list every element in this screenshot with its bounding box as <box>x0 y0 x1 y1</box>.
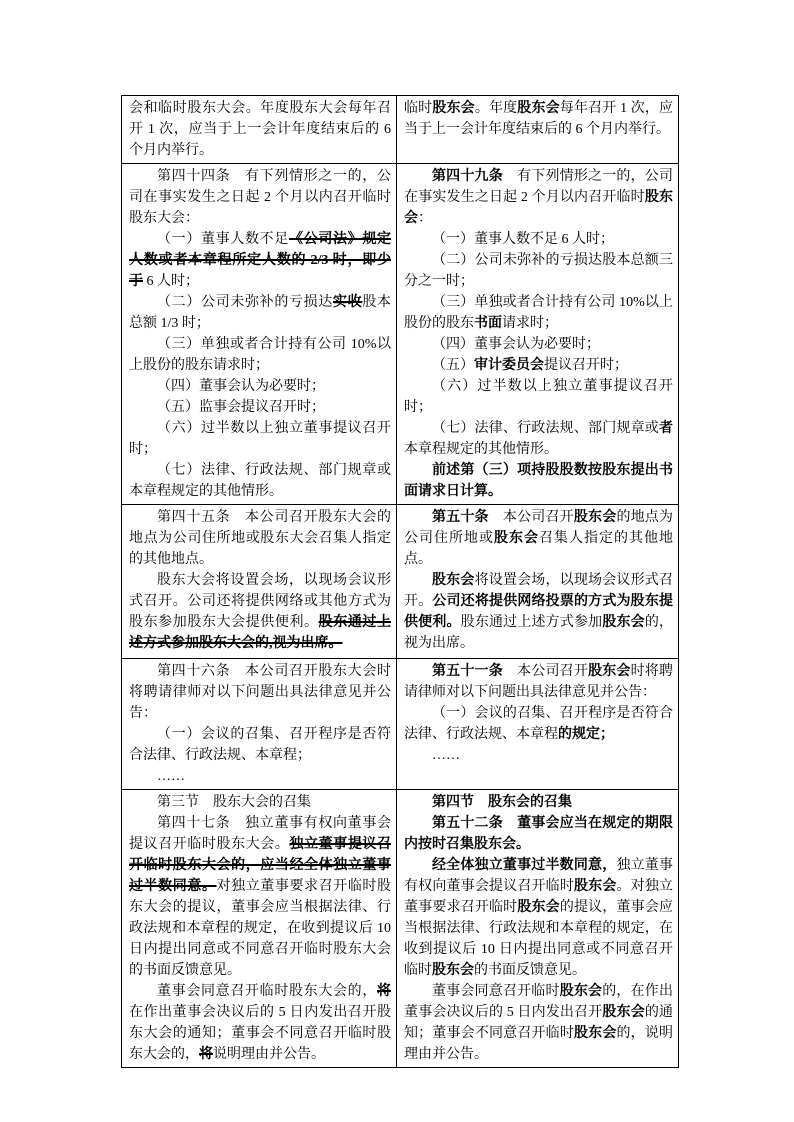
old-version-cell <box>122 164 397 505</box>
table-row <box>122 659 679 790</box>
table-row <box>122 790 679 1068</box>
paragraph <box>129 766 391 787</box>
paragraph <box>129 418 391 460</box>
paragraph <box>129 166 391 229</box>
text-run: 提议召开时； <box>544 358 628 373</box>
comparison-table-body <box>122 96 679 1068</box>
text-run: 会和临时股东大会。年度股东大会每年召开 1 次，应当于上一会计年度结束后的 6 个月内举行。 <box>129 101 391 158</box>
added-text-run: 者 <box>659 421 673 436</box>
added-text-run: 股东会 <box>574 879 617 894</box>
text-run: 的提议，董事会应当根据法律、行政法规和本章程的规定，在收到提议后 10 日内提出同意或不同意召开临时 <box>404 900 674 978</box>
paragraph <box>404 813 673 855</box>
paragraph <box>129 981 391 1065</box>
added-text-run: 前述第（三）项持股股数按股东提出书面请求日计算。 <box>404 463 673 499</box>
text-run: 股本总额 1/3 时； <box>129 295 392 331</box>
table-row <box>122 164 679 505</box>
text-run: 第四十六条 本公司召开股东大会时将聘请律师对以下问题出具法律意见并公告： <box>129 664 391 721</box>
text-run: （二）公司未弥补的亏损达 <box>157 295 333 310</box>
paragraph <box>404 855 673 981</box>
text-run: （六）过半数以上独立董事提议召开时； <box>404 379 673 415</box>
text-run: 的，在作出董事会决议后的 5 日内发出召开 <box>404 984 673 1020</box>
paragraph <box>129 813 391 981</box>
text-run: （六）过半数以上独立董事提议召开时； <box>129 421 391 457</box>
text-run: 在作出董事会决议后的 5 日内发出召开股东大会的通知；董事会不同意召开临时股东大会的， <box>129 1005 391 1062</box>
paragraph <box>129 229 391 292</box>
text-run: 6 人时； <box>143 274 199 289</box>
text-run: 第四十四条 有下列情形之一的，公司在事实发生之日起 2 个月以内召开临时股东大会： <box>129 169 391 226</box>
deleted-text-run: 将 <box>377 984 391 999</box>
added-text-run: 的规定； <box>558 727 614 742</box>
paragraph <box>129 98 391 161</box>
added-text-run: 第五十一条 <box>432 664 503 679</box>
paragraph <box>404 229 673 250</box>
text-run: 将设置会场，以现场会议形式召开。 <box>404 573 673 609</box>
text-run: 召集人指定的其他地点。 <box>404 531 673 567</box>
paragraph <box>404 376 673 418</box>
text-run: 请求时； <box>502 316 558 331</box>
added-text-run: 股东会 <box>602 1005 645 1020</box>
paragraph <box>129 460 391 502</box>
text-run: （七）法律、行政法规、部门规章或本章程规定的其他情形。 <box>129 463 391 499</box>
text-run: 的，说明理由并公告。 <box>404 1026 673 1062</box>
paragraph <box>404 745 673 766</box>
old-version-cell <box>122 659 397 790</box>
paragraph <box>404 981 673 1065</box>
text-run: 第四十七条 独立董事有权向董事会提议召开临时股东大会。 <box>129 816 391 852</box>
text-run: 董事会同意召开临时 <box>432 984 560 999</box>
added-text-run: 股东会 <box>573 510 617 525</box>
added-text-run: 股东会 <box>432 101 475 116</box>
text-run: （五） <box>432 358 474 373</box>
added-text-run: 第五十二条 董事会应当在规定的期限内按时召集股东会。 <box>404 816 673 852</box>
text-run: （一）会议的召集、召开程序是否符合法律、行政法规、本章程 <box>404 706 673 742</box>
text-run: 的书面反馈意见。 <box>474 963 586 978</box>
new-version-cell <box>397 790 679 1068</box>
deleted-text-run: 将 <box>199 1047 213 1062</box>
text-run: （四）董事会认为必要时； <box>432 337 600 352</box>
paragraph <box>404 570 673 654</box>
text-run: （一）会议的召集、召开程序是否符合法律、行政法规、本章程； <box>129 727 391 763</box>
paragraph <box>404 166 673 229</box>
paragraph <box>404 292 673 334</box>
added-text-run: 股东会 <box>602 615 645 630</box>
text-run: ： <box>418 211 432 226</box>
paragraph <box>404 460 673 502</box>
text-run: 董事会同意召开临时股东大会的， <box>157 984 377 999</box>
text-run: …… <box>432 748 460 763</box>
text-run: 对独立董事要求召开临时股东大会的提议，董事会应当根据法律、行政法规和本章程的规定，在收到提议后 10 日内提出同意或不同意召开临时股东大会的书面反馈意见。 <box>129 879 392 978</box>
text-run: 股东通过上述方式参加 <box>460 615 603 630</box>
added-text-run: 第五十条 <box>432 510 489 525</box>
paragraph <box>404 507 673 570</box>
added-text-run: 第四节 股东会的召集 <box>432 795 572 810</box>
text-run: 。对独立董事要求召开临时 <box>404 879 673 915</box>
deleted-text-run: 股东通过上述方式参加股东大会的,视为出席。 <box>129 615 392 651</box>
text-run: 临时 <box>404 101 433 116</box>
added-text-run: 股东会 <box>559 984 603 999</box>
paragraph <box>129 507 391 570</box>
paragraph <box>129 792 391 813</box>
paragraph <box>129 570 391 654</box>
new-version-cell <box>397 505 679 659</box>
text-run: 有下列情形之一的，公司在事实发生之日起 2 个月以内召开临时 <box>404 169 673 205</box>
text-run: （一）董事人数不足 6 人时； <box>432 232 614 247</box>
old-version-cell <box>122 505 397 659</box>
text-run: 每年召开 1 次，应当于上一会计年度结束后的 6 个月内举行。 <box>404 101 674 137</box>
paragraph <box>404 355 673 376</box>
text-run: 本公司召开 <box>502 664 589 679</box>
text-run: 的地点为公司住所地或 <box>404 510 673 546</box>
text-run: （三）单独或者合计持有公司 10%以上股份的股东 <box>404 295 673 331</box>
table-row <box>122 96 679 164</box>
text-run: （四）董事会认为必要时； <box>157 379 325 394</box>
text-run: 。年度 <box>474 101 518 116</box>
added-text-run: 第四十九条 <box>432 169 503 184</box>
old-version-cell <box>122 790 397 1068</box>
paragraph <box>129 334 391 376</box>
clause-comparison-table <box>121 95 679 1068</box>
text-run: 本公司召开 <box>488 510 574 525</box>
text-run: 第三节 股东大会的召集 <box>157 795 311 810</box>
paragraph <box>404 334 673 355</box>
text-run: 本章程规定的其他情形。 <box>404 442 558 457</box>
added-text-run: 公司还将提供网络投票的方式为股东提供便利。 <box>404 594 674 630</box>
deleted-text-run: 独立董事提议召开临时股东大会的，应当经全体独立董事过半数同意。 <box>129 837 392 894</box>
paragraph <box>404 792 673 813</box>
added-text-run: 股东会 <box>588 664 631 679</box>
new-version-cell <box>397 164 679 505</box>
paragraph <box>129 724 391 766</box>
text-run: （五）监事会提议召开时； <box>157 400 325 415</box>
text-run: （二）公司未弥补的亏损达股本总额三分之一时； <box>404 253 673 289</box>
added-text-run: 股东会 <box>432 573 475 588</box>
paragraph <box>129 292 391 334</box>
text-run: 股东大会将设置会场，以现场会议形式召开。公司还将提供网络或其他方式为股东参加股东大会提供便利。 <box>129 573 391 630</box>
paragraph <box>404 98 673 140</box>
added-text-run: 书面 <box>474 316 502 331</box>
added-text-run: 股东会 <box>517 900 560 915</box>
text-run: 第四十五条 本公司召开股东大会的地点为公司住所地或股东大会召集人指定的其他地点。 <box>129 510 391 567</box>
text-run: （三）单独或者合计持有公司 10%以上股份的股东请求时； <box>129 337 391 373</box>
added-text-run: 股东会 <box>432 963 474 978</box>
text-run: 说明理由并公告。 <box>213 1047 325 1062</box>
added-text-run: 股东会 <box>494 531 539 546</box>
paragraph <box>404 250 673 292</box>
added-text-run: 股东会 <box>404 190 674 226</box>
paragraph <box>129 661 391 724</box>
old-version-cell <box>122 96 397 164</box>
text-run: （一）董事人数不足 <box>157 232 289 247</box>
text-run: 的通知；董事会不同意召开临时 <box>404 1005 674 1041</box>
new-version-cell <box>397 96 679 164</box>
text-run: （七）法律、行政法规、部门规章或 <box>432 421 659 436</box>
text-run: …… <box>157 769 185 784</box>
new-version-cell <box>397 659 679 790</box>
added-text-run: 经全体独立董事过半数同意， <box>432 858 617 873</box>
deleted-text-run: 《公司法》规定人数或者本章程所定人数的 2/3 时，即少于 <box>129 232 391 289</box>
paragraph <box>404 418 673 460</box>
added-text-run: 股东会 <box>574 1026 617 1041</box>
added-text-run: 审计委员会 <box>474 358 544 373</box>
paragraph <box>404 703 673 745</box>
deleted-text-run: 实收 <box>333 295 363 310</box>
added-text-run: 股东会 <box>517 101 560 116</box>
paragraph <box>404 661 673 703</box>
table-row <box>122 505 679 659</box>
text-run: 独立董事有权向董事会提议召开临时 <box>404 858 673 894</box>
text-run: 的，视为出席。 <box>404 615 674 651</box>
paragraph <box>129 397 391 418</box>
text-run: 时将聘请律师对以下问题出具法律意见并公告： <box>404 664 673 700</box>
paragraph <box>129 376 391 397</box>
